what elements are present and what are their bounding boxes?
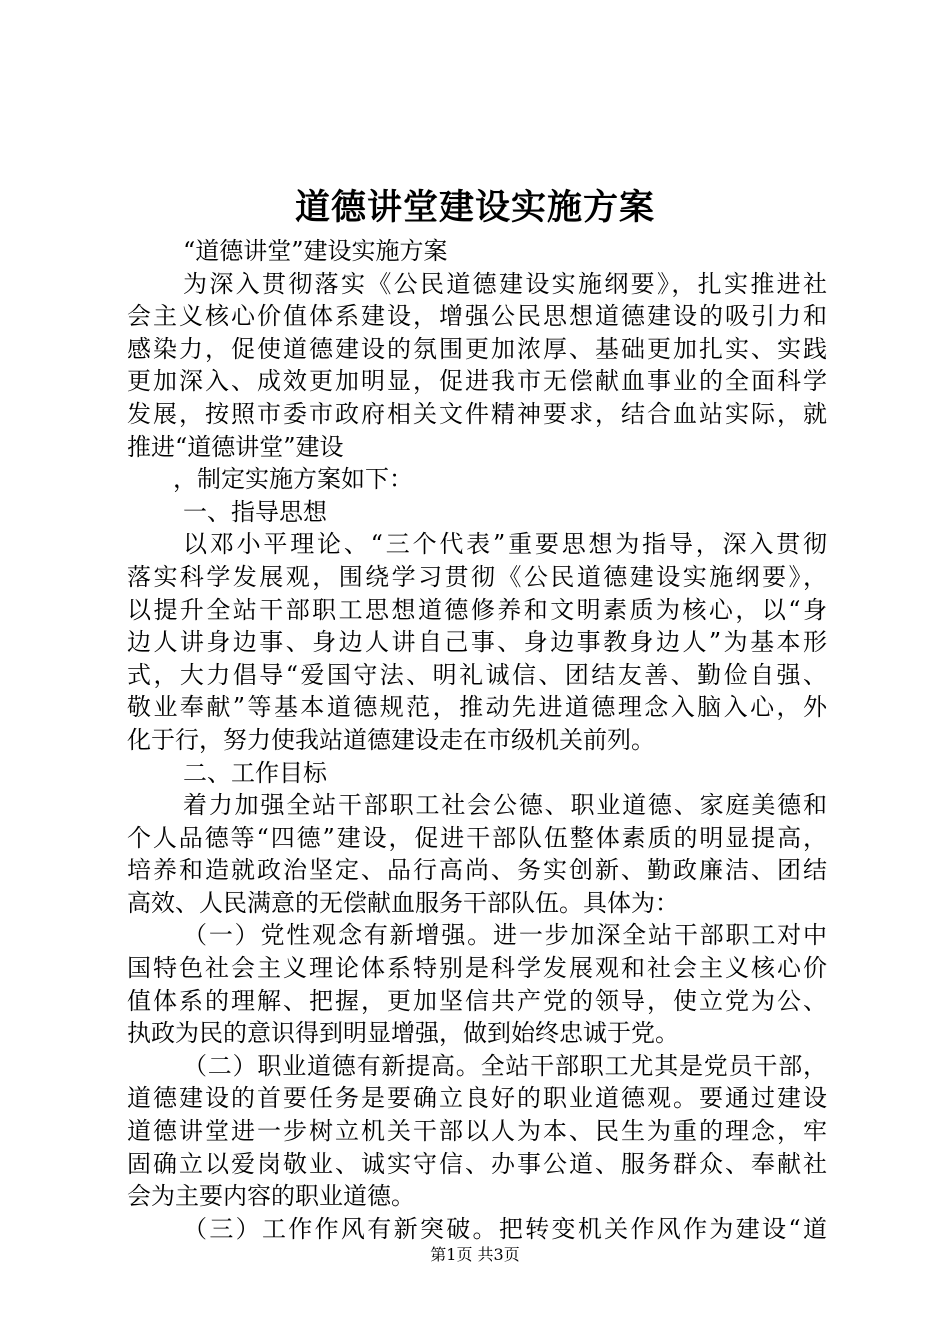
body-line: 以提升全站干部职工思想道德修养和文明素质为核心，以“身 [127,595,827,624]
body-line: 发展，按照市委市政府相关文件精神要求，结合血站实际，就 [127,399,827,428]
body-line: 以邓小平理论、“三个代表”重要思想为指导，深入贯彻 [183,530,827,559]
document-title: 道德讲堂建设实施方案 [294,187,655,228]
body-line: 个人品德等“四德”建设，促进干部队伍整体素质的明显提高， [127,823,827,852]
page-footer: 第1页 共3页 [430,1245,520,1264]
body-line: 为深入贯彻落实《公民道德建设实施纲要》，扎实推进社 [183,269,827,298]
body-line: 更加深入、成效更加明显，促进我市无偿献血事业的全面科学 [127,367,827,396]
body-line: 高效、人民满意的无偿献血服务干部队伍。具体为： [127,888,679,917]
body-line: ，制定实施方案如下： [173,465,413,494]
body-line: 推进“道德讲堂”建设 [127,432,344,461]
body-line: 值体系的理解、把握，更加坚信共产党的领导，使立党为公、 [127,986,827,1015]
body-line: 国特色社会主义理论体系特别是科学发展观和社会主义核心价 [127,954,827,983]
body-line: 道德建设的首要任务是要确立良好的职业道德观。要通过建设 [127,1084,827,1113]
body-line: 二、工作目标 [183,758,327,787]
body-line: 式，大力倡导“爱国守法、明礼诚信、团结友善、勤俭自强、 [127,660,827,689]
body-line: 会为主要内容的职业道德。 [127,1182,415,1211]
body-line: 固确立以爱岗敬业、诚实守信、办事公道、服务群众、奉献社 [127,1149,827,1178]
body-line: 化于行，努力使我站道德建设走在市级机关前列。 [127,725,655,754]
body-line: 敬业奉献”等基本道德规范，推动先进道德理念入脑入心，外 [127,693,827,722]
body-line: 边人讲身边事、身边人讲自己事、身边事教身边人”为基本形 [127,628,827,657]
body-line: 会主义核心价值体系建设，增强公民思想道德建设的吸引力和 [127,302,827,331]
body-line: 着力加强全站干部职工社会公德、职业道德、家庭美德和 [183,791,827,820]
body-line: 一、指导思想 [183,497,327,526]
body-line: 执政为民的意识得到明显增强，做到始终忠诚于党。 [127,1019,679,1048]
body-line: （一）党性观念有新增强。进一步加深全站干部职工对中 [183,921,827,950]
body-line: （二）职业道德有新提高。全站干部职工尤其是党员干部， [183,1051,827,1080]
body-line: “道德讲堂”建设实施方案 [183,237,448,265]
body-line: （三）工作作风有新突破。把转变机关作风作为建设“道 [183,1214,827,1243]
body-line: 落实科学发展观，围绕学习贯彻《公民道德建设实施纲要》， [127,562,827,591]
body-line: 感染力，促使道德建设的氛围更加浓厚、基础更加扎实、实践 [127,334,827,363]
body-line: 培养和造就政治坚定、品行高尚、务实创新、勤政廉洁、团结 [127,856,827,885]
body-line: 道德讲堂进一步树立机关干部以人为本、民生为重的理念，牢 [127,1117,827,1146]
document-body [127,235,827,1245]
